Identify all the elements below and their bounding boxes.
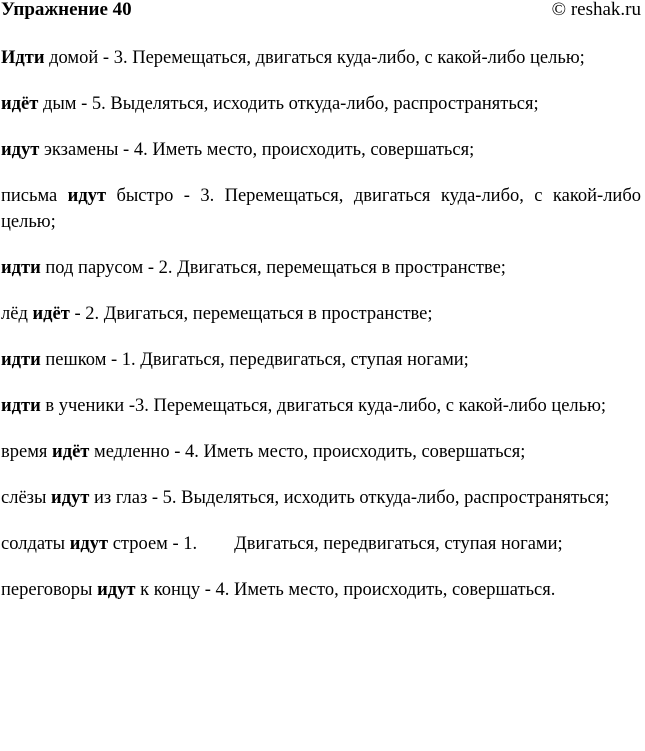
entry-text: медленно - 4. Иметь место, происходить, совершаться; — [89, 442, 526, 462]
entry-prefix: переговоры — [1, 580, 98, 600]
entry-keyword: идёт — [52, 442, 90, 462]
entry-keyword: идут — [97, 580, 136, 600]
entry-keyword: идти — [1, 350, 41, 370]
entry-prefix: письма — [1, 186, 68, 206]
answer-entry-2 — [1, 91, 641, 117]
entry-text: в ученики -3. Перемещаться, двигаться куда-либо, с какой-либо целью; — [40, 396, 607, 416]
entry-keyword: идут — [69, 534, 109, 554]
page-header — [0, 0, 645, 24]
answer-entry-10 — [1, 485, 641, 511]
entry-prefix: слёзы — [1, 488, 52, 508]
exercise-title: Упражнение 40 — [1, 0, 132, 20]
entry-prefix: лёд — [1, 304, 33, 324]
entry-text: экзамены - 4. Иметь место, происходить, совершаться; — [39, 140, 475, 160]
answer-entry-6 — [1, 301, 641, 327]
entry-prefix: солдаты — [1, 534, 70, 554]
answer-entry-4 — [1, 183, 641, 235]
answer-entry-5 — [1, 255, 641, 281]
entry-text: пешком - 1. Двигаться, передвигаться, ступая ногами; — [40, 350, 469, 370]
answer-entry-3 — [1, 137, 641, 163]
entry-keyword: идут — [51, 488, 90, 508]
answer-entry-1 — [1, 45, 641, 71]
entry-text: дым - 5. Выделяться, исходить откуда-либо, распространяться; — [38, 94, 539, 114]
entry-keyword: идти — [1, 396, 41, 416]
entry-keyword: идёт — [32, 304, 70, 324]
answer-entry-8 — [1, 393, 641, 419]
entry-keyword: идут — [1, 140, 40, 160]
entry-text: домой - 3. Перемещаться, двигаться куда-либо, с какой-либо целью; — [44, 48, 585, 68]
entry-prefix: время — [1, 442, 53, 462]
answer-entry-9 — [1, 439, 641, 465]
entry-text: к концу - 4. Иметь место, происходить, совершаться. — [135, 580, 556, 600]
entry-text: под парусом - 2. Двигаться, перемещаться в пространстве; — [40, 258, 506, 278]
answer-entry-11 — [1, 531, 641, 557]
entry-text: быстро - 3. Перемещаться, двигаться куда-либо, с какой-либо целью; — [1, 186, 641, 232]
answer-entry-12 — [1, 577, 641, 603]
entry-text: строем - 1. Двигаться, передвигаться, ступая ногами; — [108, 534, 563, 554]
entry-keyword: Идти — [1, 48, 45, 68]
entry-keyword: идут — [67, 186, 107, 206]
site-credit: © reshak.ru — [551, 0, 641, 20]
entry-keyword: идти — [1, 258, 41, 278]
exercise-answers — [1, 45, 641, 623]
answer-entry-7 — [1, 347, 641, 373]
entry-keyword: идёт — [1, 94, 39, 114]
entry-text: из глаз - 5. Выделяться, исходить откуда-либо, распространяться; — [89, 488, 610, 508]
entry-text: - 2. Двигаться, перемещаться в пространстве; — [69, 304, 433, 324]
